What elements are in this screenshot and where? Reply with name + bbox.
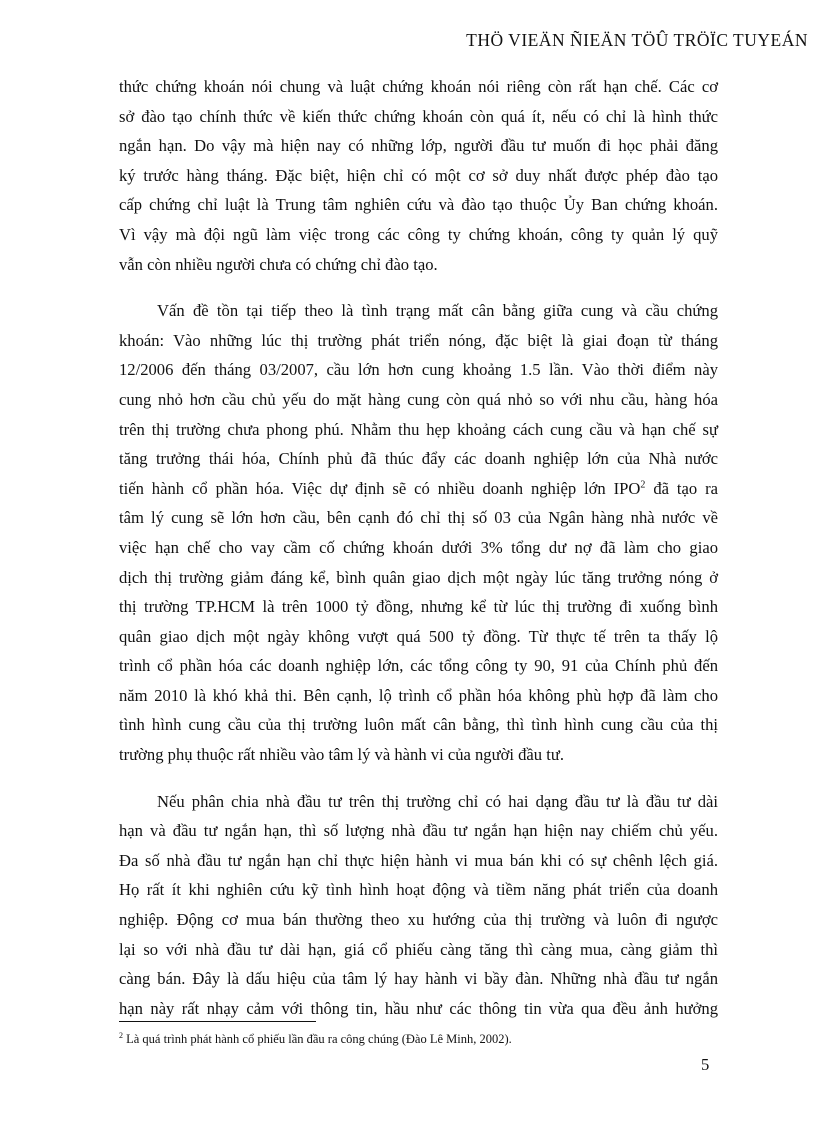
text-line: cấp chứng chỉ luật là Trung tâm nghiên cứu và đào tạo thuộc Ủy Ban chứng khoán. [119, 195, 718, 215]
text-line: hạn này rất nhạy cảm với thông tin, hầu như các thông tin vừa qua đều ảnh hưởng [119, 998, 718, 1018]
text-line: khoán: Vào những lúc thị trường phát triển nóng, đặc biệt là giai đoạn từ tháng [119, 330, 718, 350]
text-line: năm 2010 là khó khả thi. Bên cạnh, lộ trình cổ phần hóa không phù hợp đã làm cho [119, 685, 718, 705]
text-line: cung nhỏ hơn cầu chủ yếu do mặt hàng cung còn quá nhỏ so với nhu cầu, hàng hóa [119, 389, 718, 409]
text-line: 12/2006 đến tháng 03/2007, cầu lớn hơn cung khoảng 1.5 lần. Vào thời điểm này [119, 360, 718, 380]
text-line: lại so với nhà đầu tư dài hạn, giá cổ phiếu càng tăng thì càng mua, càng giảm thì [119, 939, 718, 959]
text-line: trình cổ phần hóa các doanh nghiệp lớn, các tổng công ty 90, 91 của Chính phủ đến [119, 656, 718, 676]
text-line: việc hạn chế cho vay cầm cố chứng khoán dưới 3% tổng dư nợ đã làm cho giao [119, 537, 718, 557]
footnote [119, 1031, 512, 1047]
text-line: Họ rất ít khi nghiên cứu kỹ tình hình hoạt động và tiềm năng phát triển của doanh [119, 880, 718, 900]
page-number: 5 [701, 1055, 710, 1074]
text-line-with-footnote [119, 474, 718, 504]
text-line: Nếu phân chia nhà đầu tư trên thị trường chỉ có hai dạng đầu tư là đầu tư dài [157, 791, 718, 811]
text-line-tail: đã tạo ra [645, 478, 719, 498]
text-line: càng bán. Đây là dấu hiệu của tâm lý hay hành vi bầy đàn. Những nhà đầu tư ngắn [119, 969, 718, 989]
document-body [119, 72, 718, 1040]
paragraph-3 [119, 787, 718, 1024]
text-line: vẫn còn nhiều người chưa có chứng chỉ đào tạo. [119, 254, 438, 274]
paragraph-2 [119, 296, 718, 770]
text-line: trường phụ thuộc rất nhiều vào tâm lý và hành vi của người đầu tư. [119, 745, 564, 765]
text-line: nghiệp. Động cơ mua bán thường theo xu hướng của thị trường và luôn đi ngược [119, 910, 718, 930]
text-line: Đa số nhà đầu tư ngắn hạn chỉ thực hiện hành vi mua bán khi có sự chênh lệch giá. [119, 850, 718, 870]
text-line: tâm lý cung sẽ lớn hơn cầu, bên cạnh đó chỉ thị số 03 của Ngân hàng nhà nước về [119, 508, 718, 528]
text-line: hạn và đầu tư ngắn hạn, thì số lượng nhà đầu tư ngắn hạn hiện nay chiếm chủ yếu. [119, 821, 718, 841]
text-line: Vấn đề tồn tại tiếp theo là tình trạng mất cân bằng giữa cung và cầu chứng [157, 301, 718, 321]
text-line: tình hình cung cầu của thị trường luôn mất cân bằng, thì tình hình cung cầu của thị [119, 715, 718, 735]
footnote-text: Là quá trình phát hành cổ phiếu lần đầu ra công chúng (Đào Lê Minh, 2002). [123, 1032, 512, 1046]
text-line: sở đào tạo chính thức về kiến thức chứng khoán còn quá ít, nếu có chỉ là hình thức [119, 106, 718, 126]
text-line: dịch thị trường giảm đáng kể, bình quân giao dịch một ngày lúc tăng trưởng nóng ở [119, 567, 718, 587]
text-line: ngắn hạn. Do vậy mà hiện nay có những lớp, người đầu tư muốn đi học phải đăng [119, 136, 718, 156]
text-line: tiến hành cổ phần hóa. Việc dự định sẽ có nhiều doanh nghiệp lớn IPO [119, 478, 641, 498]
page-header: THÖ VIEÄN ÑIEÄN TÖÛ TRÖÏC TUYEÁN [466, 30, 808, 50]
paragraph-1 [119, 72, 718, 279]
text-line: quân giao dịch một ngày không vượt quá 500 tỷ đồng. Từ thực tế trên ta thấy lộ [119, 626, 718, 646]
text-line: trên thị trường chưa phong phú. Nhằm thu hẹp khoảng cách cung cầu và hạn chế sự [119, 419, 718, 439]
footnote-number: 2 [119, 1030, 123, 1040]
text-line: tăng trưởng thái hóa, Chính phủ đã thúc đẩy các doanh nghiệp lớn của Nhà nước [119, 449, 718, 469]
footnote-reference: 2 [640, 479, 646, 491]
footnote-divider [119, 1021, 316, 1022]
text-line: ký trước hàng tháng. Đặc biệt, hiện chỉ có một cơ sở duy nhất được phép đào tạo [119, 165, 718, 185]
text-line: thị trường TP.HCM là trên 1000 tỷ đồng, nhưng kể từ lúc thị trường đi xuống bình [119, 597, 718, 617]
text-line: Vì vậy mà đội ngũ làm việc trong các công ty chứng khoán, công ty quản lý quỹ [119, 224, 718, 244]
text-line: thức chứng khoán nói chung và luật chứng khoán nói riêng còn rất hạn chế. Các cơ [119, 77, 718, 96]
